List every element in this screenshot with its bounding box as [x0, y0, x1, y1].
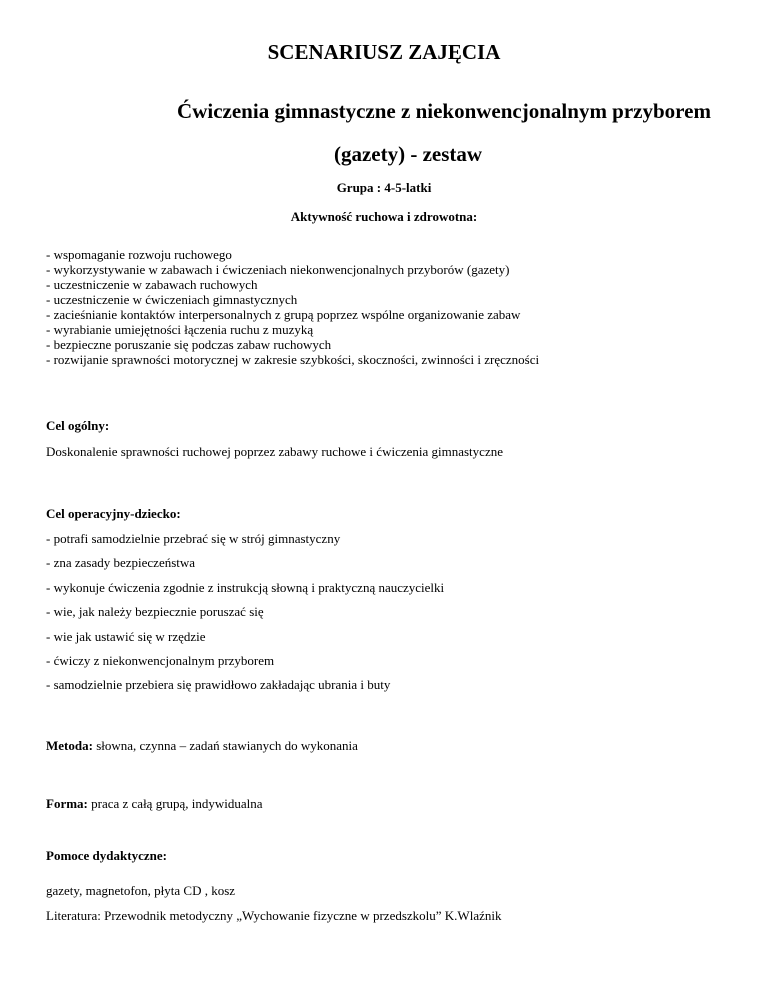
- method-text: słowna, czynna – zadań stawianych do wykonania: [92, 738, 358, 753]
- literature-text: Literatura: Przewodnik metodyczny „Wychowanie fizyczne w przedszkolu” K.Wlaźnik: [46, 908, 502, 923]
- operational-goal-label: Cel operacyjny-dziecko:: [46, 506, 181, 521]
- list-item: - wie jak ustawić się w rzędzie: [46, 628, 206, 644]
- list-item: - ćwiczy z niekonwencjonalnym przyborem: [46, 652, 275, 668]
- list-item: - uczestniczenie w zabawach ruchowych: [46, 277, 258, 292]
- list-item: - potrafi samodzielnie przebrać się w strój gimnastyczny: [46, 531, 341, 546]
- list-item: - wie, jak należy bezpiecznie poruszać się: [46, 604, 264, 620]
- list-item: - wykonuje ćwiczenia zgodnie z instrukcją słowną i praktyczną nauczycielki: [46, 579, 445, 595]
- method-label: Metoda:: [46, 738, 93, 753]
- list-item: - wykorzystywanie w zabawach i ćwiczeniach niekonwencjonalnych przyborów (gazety): [46, 262, 510, 277]
- list-item: - rozwijanie sprawności motorycznej w zakresie szybkości, skoczności, zwinności i zręczności: [46, 352, 540, 367]
- list-item: - uczestniczenie w ćwiczeniach gimnastycznych: [46, 292, 298, 307]
- document-title: SCENARIUSZ ZAJĘCIA: [267, 40, 501, 64]
- activity-list: [46, 247, 539, 367]
- activity-heading: Aktywność ruchowa i zdrowotna:: [290, 209, 478, 224]
- form-text: praca z całą grupą, indywidualna: [87, 796, 263, 811]
- list-item: - wyrabianie umiejętności łączenia ruchu z muzyką: [46, 322, 314, 337]
- general-goal-text: Doskonalenie sprawności ruchowej poprzez zabawy ruchowe i ćwiczenia gimnastyczne: [46, 444, 503, 459]
- list-item: - wspomaganie rozwoju ruchowego: [46, 247, 232, 262]
- list-item: - zacieśnianie kontaktów interpersonalnych z grupą poprzez wspólne organizowanie zabaw: [46, 307, 521, 322]
- subtitle-line2-text: (gazety) - zestaw: [333, 142, 483, 166]
- form-line: [46, 796, 263, 812]
- list-item: - samodzielnie przebiera się prawidłowo zakładając ubrania i buty: [46, 677, 391, 693]
- method-line: [46, 738, 358, 754]
- aids-text: gazety, magnetofon, płyta CD , kosz: [46, 883, 236, 898]
- list-item: - bezpieczne poruszanie się podczas zabaw ruchowych: [46, 337, 332, 352]
- document-subtitle-line1: Ćwiczenia gimnastyczne z niekonwencjonalnym przyborem: [177, 99, 711, 123]
- operational-goal-list: [46, 531, 444, 702]
- aids-label: Pomoce dydaktyczne:: [46, 848, 167, 863]
- form-label: Forma:: [46, 796, 88, 811]
- group-label: Grupa : 4-5-latki: [336, 180, 432, 195]
- general-goal-label: Cel ogólny:: [46, 418, 110, 433]
- list-item: - zna zasady bezpieczeństwa: [46, 555, 196, 571]
- document-subtitle-line2: [0, 142, 768, 167]
